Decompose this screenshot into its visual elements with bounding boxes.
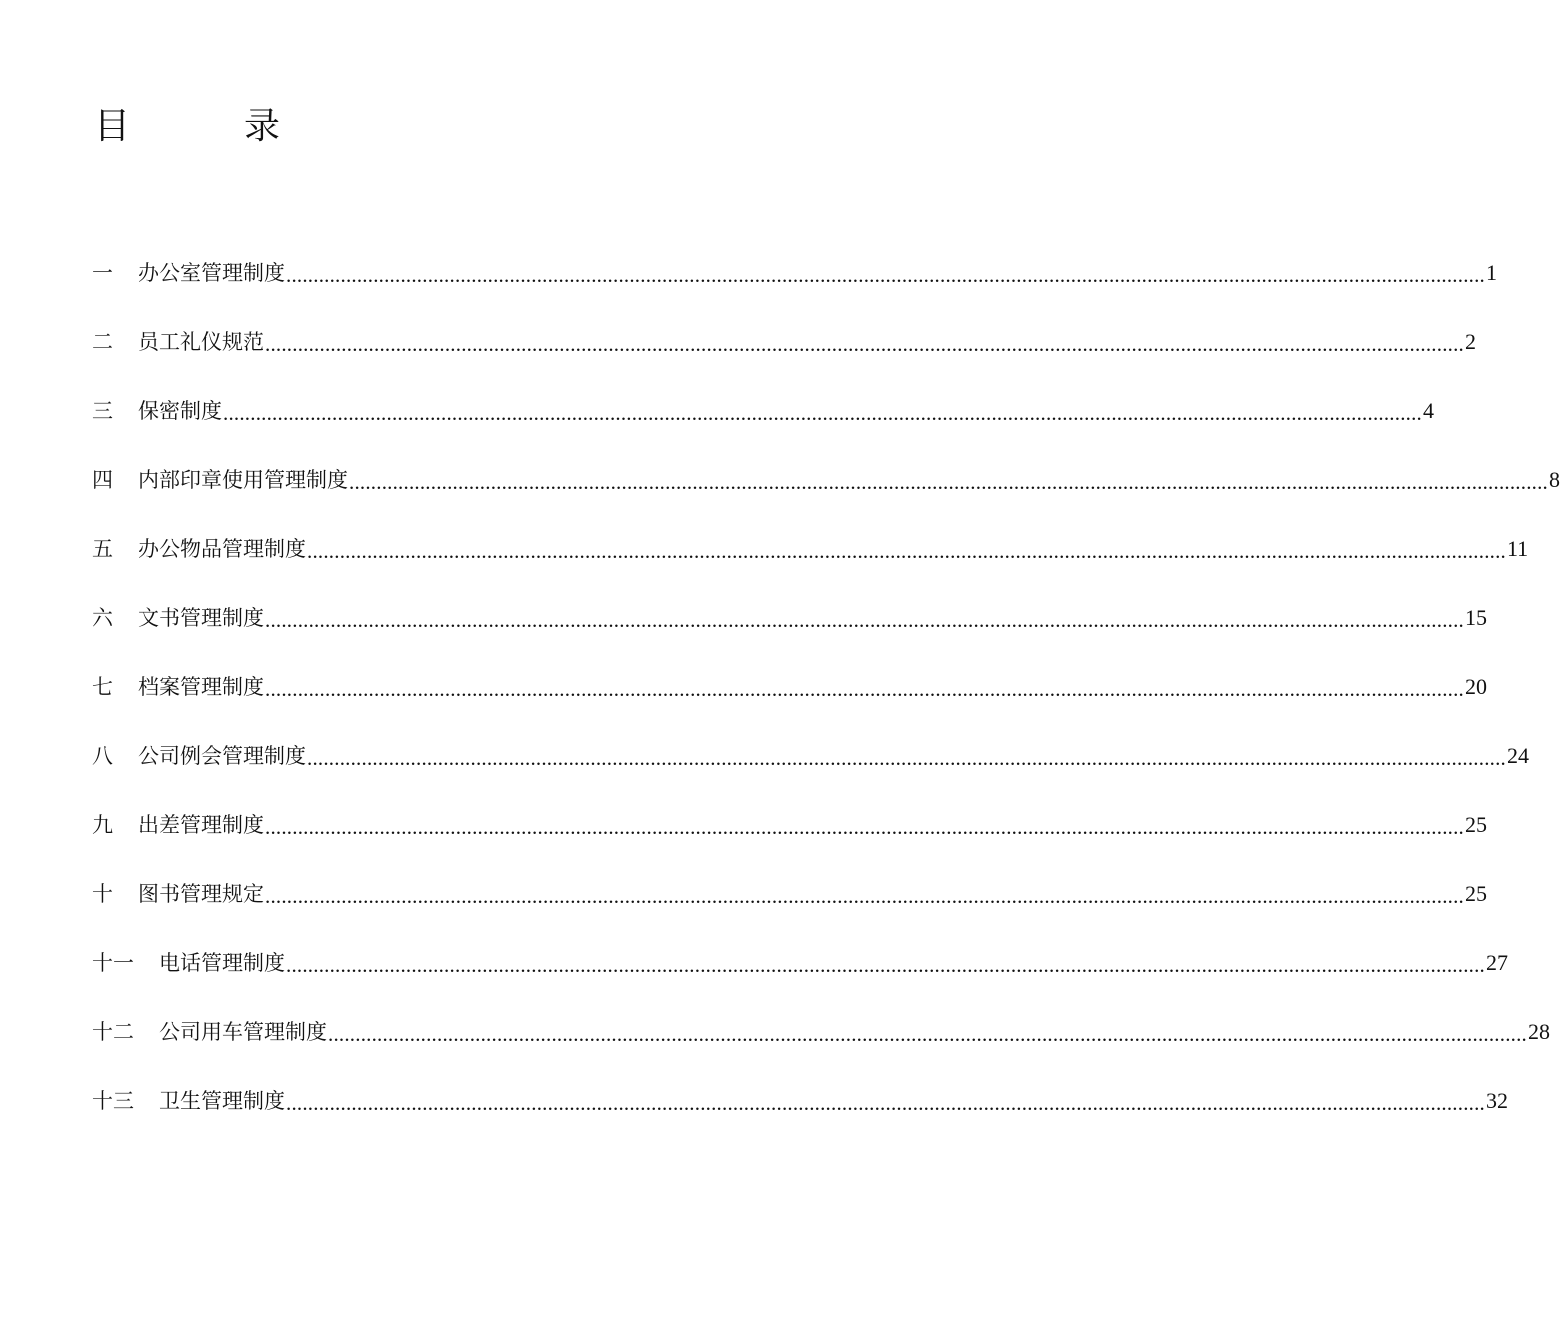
toc-page-number: 8 (1549, 466, 1560, 492)
toc-page-number: 4 (1423, 397, 1434, 423)
toc-dot-leader: ............................................................................................................................................................................................................................ (286, 262, 1485, 287)
toc-number: 七 (92, 674, 113, 699)
toc-dot-leader: ............................................................................................................................................................................................................................ (286, 952, 1485, 977)
toc-number: 十二 (92, 1019, 134, 1044)
toc-title: 文书管理制度 (138, 605, 264, 630)
toc-title: 公司例会管理制度 (138, 743, 306, 768)
toc-entry[interactable] (92, 997, 1550, 1066)
toc-page-number: 24 (1507, 742, 1529, 768)
toc-entry[interactable] (92, 859, 1487, 928)
toc-number: 六 (92, 605, 113, 630)
toc-number: 十 (92, 881, 113, 906)
toc-page-number: 1 (1486, 259, 1497, 285)
toc-number: 十一 (92, 950, 134, 975)
toc-page-number: 28 (1528, 1018, 1550, 1044)
toc-entry[interactable] (92, 514, 1529, 583)
toc-number: 一 (92, 260, 113, 285)
toc-number: 九 (92, 812, 113, 837)
toc-entry[interactable] (92, 721, 1529, 790)
toc-dot-leader: ............................................................................................................................................................................................................................ (349, 469, 1548, 494)
toc-number: 三 (92, 398, 113, 423)
toc-page-number: 11 (1507, 535, 1529, 561)
toc-page-number: 25 (1465, 811, 1487, 837)
toc-dot-leader: ............................................................................................................................................................................................................................ (265, 331, 1464, 356)
toc-entry[interactable] (92, 652, 1487, 721)
toc-entry[interactable] (92, 445, 1560, 514)
toc-page-number: 27 (1486, 949, 1508, 975)
table-of-contents (92, 238, 1560, 1135)
toc-dot-leader: ............................................................................................................................................................................................................................ (223, 400, 1422, 425)
toc-page-number: 2 (1465, 328, 1476, 354)
toc-entry[interactable] (92, 928, 1508, 997)
toc-dot-leader: ............................................................................................................................................................................................................................ (307, 745, 1506, 770)
toc-dot-leader: ............................................................................................................................................................................................................................ (265, 676, 1464, 701)
toc-page-number: 25 (1465, 880, 1487, 906)
toc-page-number: 15 (1465, 604, 1487, 630)
toc-entry[interactable] (92, 307, 1476, 376)
toc-number: 二 (92, 329, 113, 354)
toc-dot-leader: ............................................................................................................................................................................................................................ (265, 814, 1464, 839)
toc-number: 八 (92, 743, 113, 768)
toc-title: 员工礼仪规范 (138, 329, 264, 354)
toc-entry[interactable] (92, 238, 1497, 307)
toc-dot-leader: ............................................................................................................................................................................................................................ (328, 1021, 1527, 1046)
title-char-1: 目 (94, 105, 131, 147)
toc-dot-leader: ............................................................................................................................................................................................................................ (307, 538, 1506, 563)
toc-title: 电话管理制度 (159, 950, 285, 975)
toc-number: 四 (92, 467, 113, 492)
toc-title: 内部印章使用管理制度 (138, 467, 348, 492)
toc-title: 卫生管理制度 (159, 1088, 285, 1113)
toc-title: 出差管理制度 (138, 812, 264, 837)
toc-dot-leader: ............................................................................................................................................................................................................................ (265, 607, 1464, 632)
toc-title: 办公物品管理制度 (138, 536, 306, 561)
toc-entry[interactable] (92, 376, 1434, 445)
toc-title: 图书管理规定 (138, 881, 264, 906)
toc-number: 五 (92, 536, 113, 561)
toc-dot-leader: ............................................................................................................................................................................................................................ (265, 883, 1464, 908)
toc-entry[interactable] (92, 583, 1487, 652)
toc-title: 办公室管理制度 (138, 260, 285, 285)
toc-dot-leader: ............................................................................................................................................................................................................................ (286, 1090, 1485, 1115)
toc-number: 十三 (92, 1088, 134, 1113)
title-char-2: 录 (244, 105, 281, 147)
toc-page-number: 32 (1486, 1087, 1508, 1113)
toc-title: 档案管理制度 (138, 674, 264, 699)
toc-entry[interactable] (92, 1066, 1508, 1135)
toc-page-number: 20 (1465, 673, 1487, 699)
toc-title: 保密制度 (138, 398, 222, 423)
page-title (94, 98, 280, 148)
toc-entry[interactable] (92, 790, 1487, 859)
toc-title: 公司用车管理制度 (159, 1019, 327, 1044)
